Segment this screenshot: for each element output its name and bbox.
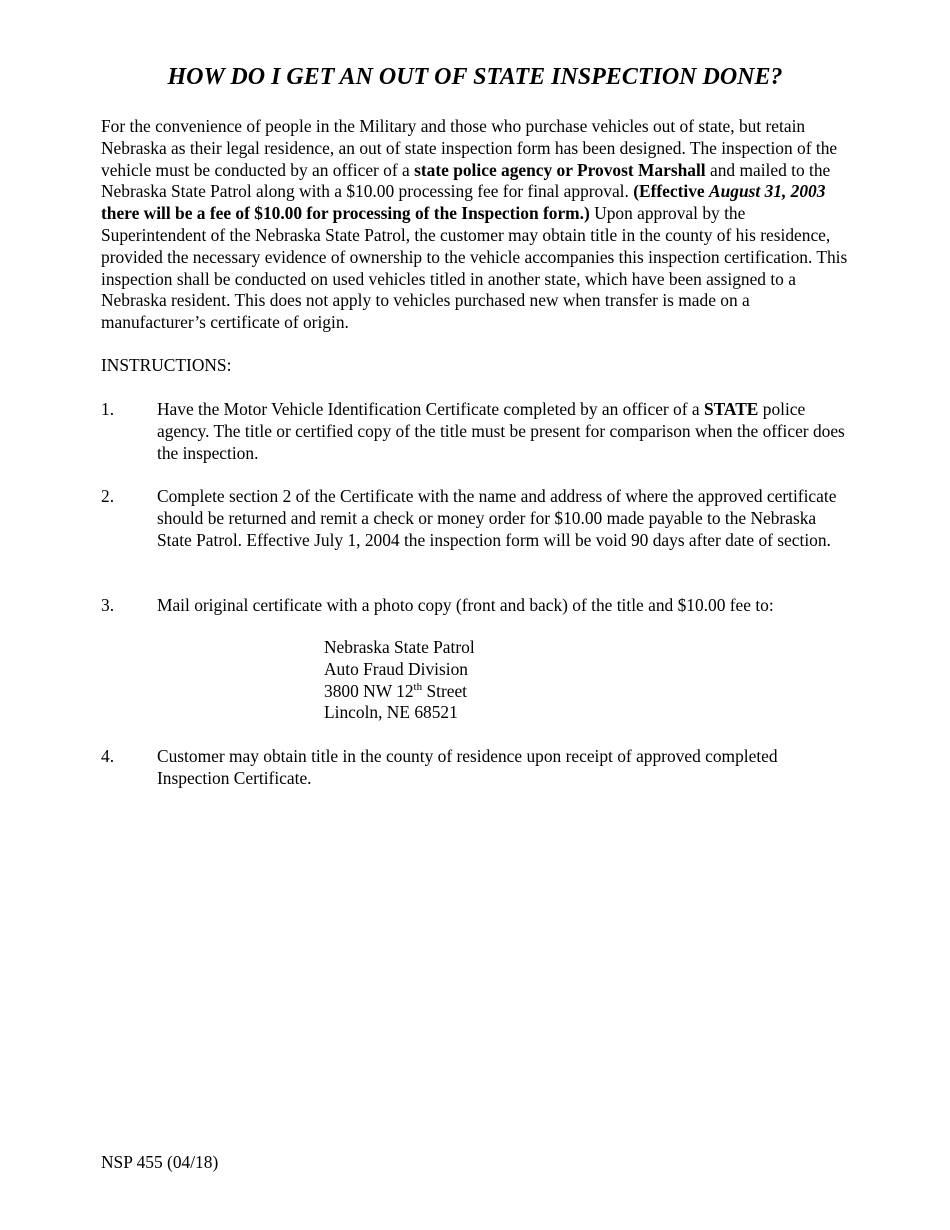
- instruction-text-b: police agency. The title or certified copy of the title must be present for comparison when the officer does the inspection.: [157, 399, 845, 463]
- form-number-footer: NSP 455 (04/18): [101, 1152, 219, 1172]
- intro-bold-fee-date: August 31, 2003: [709, 181, 826, 202]
- intro-paragraph: [101, 116, 853, 334]
- intro-text-3: Upon approval by the Superintendent of the Nebraska State Patrol, the customer may obtain title in the county of his residence, provided the necessary evidence of ownership to the vehicle accompanies this inspection certification. This inspection shall be conducted on used vehicles titled in another state, which have been assigned to a Nebraska resident. This does not apply to vehicles purchased new when transfer is made on a manufacturer’s certificate of origin.: [101, 203, 848, 333]
- address-line-4: Lincoln, NE 68521: [324, 702, 458, 723]
- instruction-text: Complete section 2 of the Certificate with the name and address of where the approved certificate should be returned and remit a check or money order for $10.00 made payable to the Nebraska State Patrol. Effective July 1, 2004 the inspection form will be void 90 days after date of section.: [157, 486, 837, 550]
- intro-text-1: For the convenience of people in the Military and those who purchase vehicles out of state, but retain Nebraska as their legal residence, an out of state inspection form has been designed. The inspection of the vehicle must be conducted by an officer of a: [101, 116, 838, 180]
- instruction-text: Customer may obtain title in the county of residence upon receipt of approved completed Inspection Certificate.: [157, 746, 778, 788]
- address-street-number: 3800 NW 12: [324, 680, 414, 701]
- address-line-2: Auto Fraud Division: [324, 658, 468, 679]
- instruction-number: 2.: [101, 486, 115, 506]
- intro-bold-agency: state police agency or Provost Marshall: [414, 159, 706, 180]
- instructions-heading: INSTRUCTIONS:: [101, 355, 232, 375]
- mailing-address: [324, 637, 475, 724]
- instruction-number: 4.: [101, 746, 115, 766]
- address-line-3: [324, 681, 475, 703]
- intro-text-2: and mailed to the Nebraska State Patrol along with a $10.00 processing fee for final approval.: [101, 159, 831, 202]
- address-street-word: Street: [422, 680, 468, 701]
- address-line-1: Nebraska State Patrol: [324, 637, 475, 657]
- instruction-text-a: Have the Motor Vehicle Identification Certificate completed by an officer of a: [157, 399, 704, 419]
- address-ordinal-suffix: th: [413, 680, 423, 693]
- instruction-number: 3.: [101, 595, 115, 615]
- intro-bold-fee-a: (Effective: [633, 181, 709, 202]
- instruction-text: Mail original certificate with a photo copy (front and back) of the title and $10.00 fee to:: [157, 595, 774, 615]
- intro-bold-fee-b: there will be a fee of $10.00 for processing of the Inspection form.): [101, 203, 590, 224]
- instruction-text-bold: STATE: [703, 399, 759, 419]
- instruction-text: [157, 399, 853, 464]
- instruction-number: 1.: [101, 399, 115, 419]
- page-title: HOW DO I GET AN OUT OF STATE INSPECTION DONE?: [167, 64, 783, 90]
